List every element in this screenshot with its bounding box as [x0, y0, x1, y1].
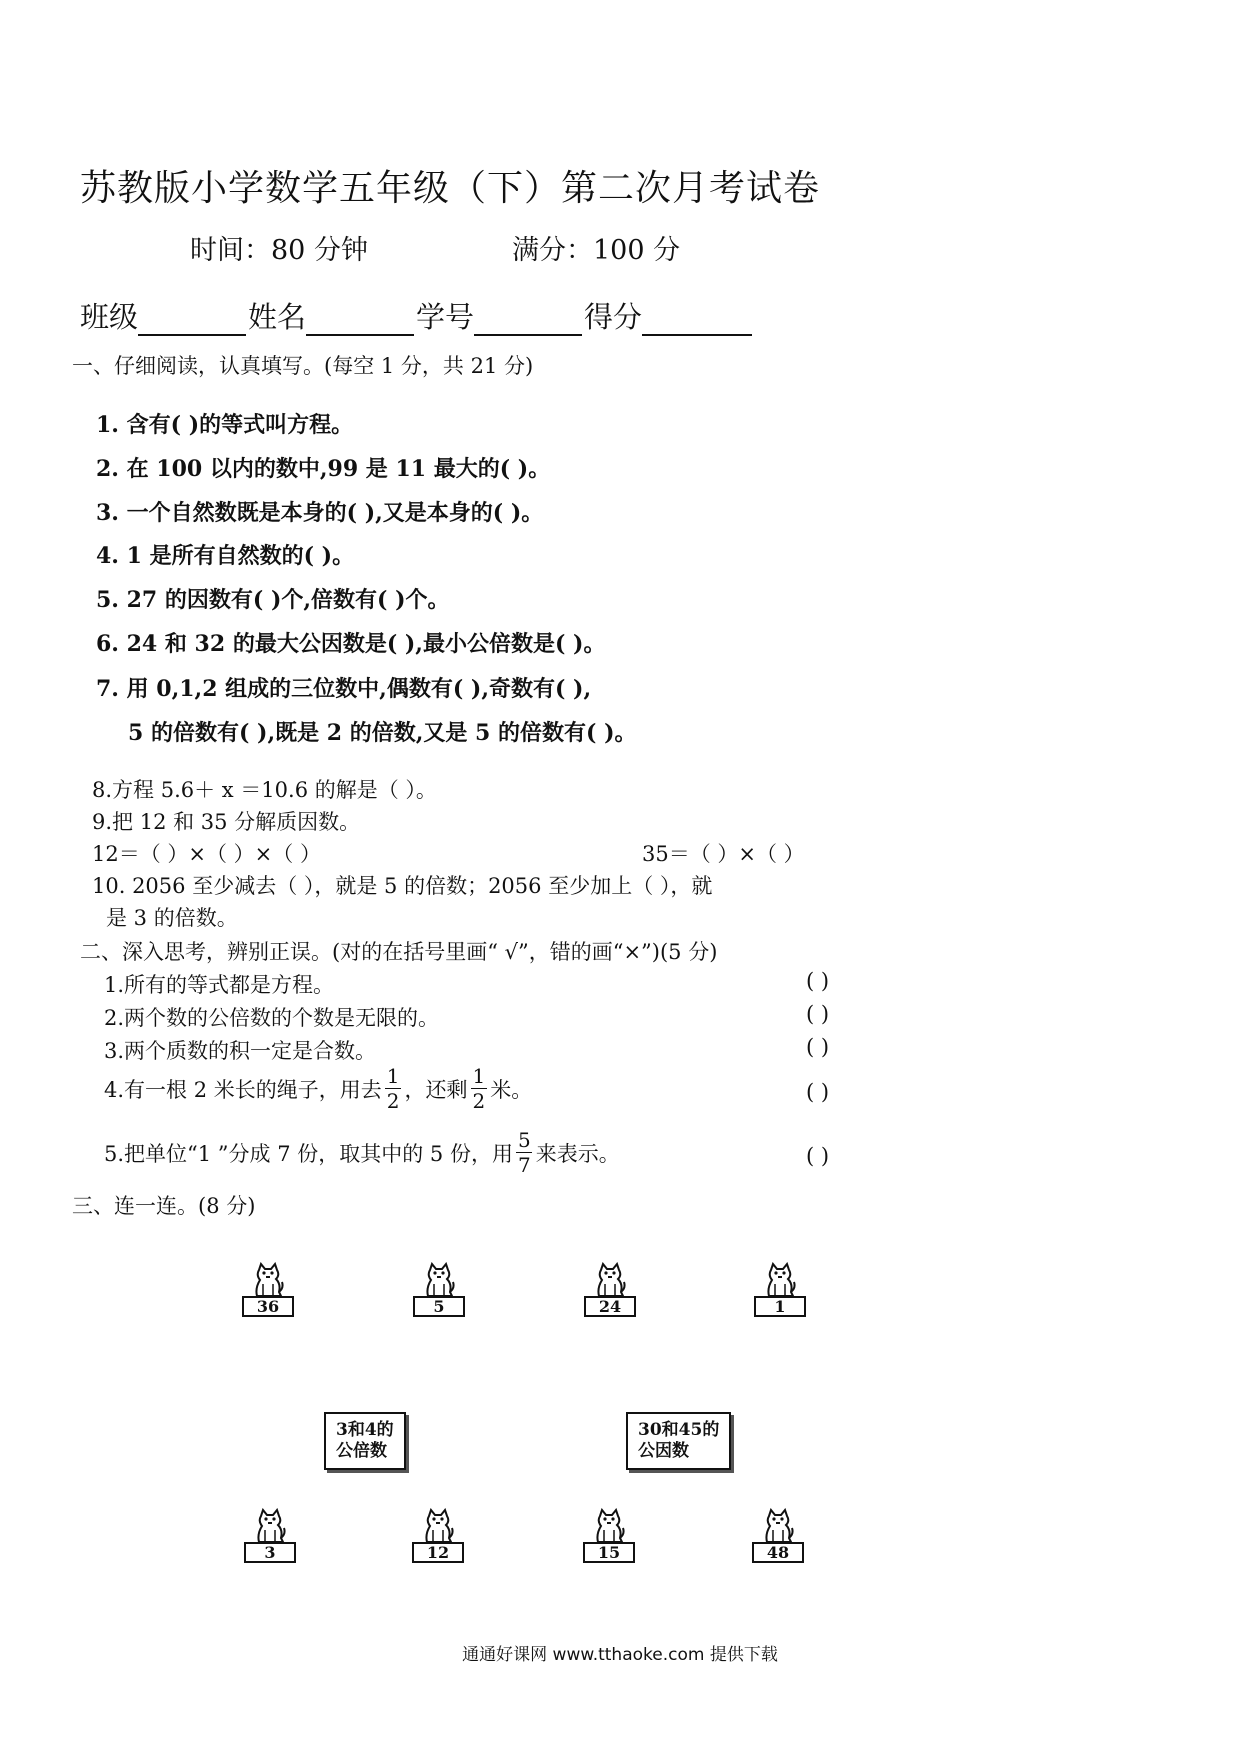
box-common-multiple-3-4[interactable]: 3和4的 公倍数: [324, 1412, 406, 1470]
exam-full-score: 满分：100 分: [512, 235, 681, 266]
judge-item-5: 5.把单位“1 ”分成 7 份，取其中的 5 份，用 $\frac{5}{7}$ 来表示。: [104, 1128, 620, 1177]
student-info-row: [80, 295, 754, 336]
question-1-7a: 7. 用 0,1,2 组成的三位数中,偶数有( ),奇数有( ),: [96, 676, 592, 702]
question-1-5: 5. 27 的因数有( )个,倍数有( )个。: [96, 587, 450, 613]
question-1-7b: 5 的倍数有( ),既是 2 的倍数,又是 5 的倍数有( )。: [128, 720, 637, 746]
cat-card-bottom-3[interactable]: [581, 1508, 637, 1563]
cat-icon: [593, 1262, 627, 1298]
cat-number: 3: [244, 1542, 296, 1563]
cat-card-top-2[interactable]: [411, 1262, 467, 1317]
cat-number: 1: [754, 1296, 806, 1317]
cat-number: 36: [242, 1296, 294, 1317]
box-common-factor-30-45[interactable]: 30和45的 公因数: [626, 1412, 731, 1470]
cat-icon: [761, 1508, 795, 1544]
class-field[interactable]: 班级: [80, 295, 248, 336]
cat-number: 24: [584, 1296, 636, 1317]
judge-item-3: 3.两个质数的积一定是合数。: [104, 1039, 377, 1063]
question-1-4: 4. 1 是所有自然数的( )。: [96, 543, 355, 569]
section2-heading: 二、深入思考，辨别正误。(对的在括号里画“ √”，错的画“×”)(5 分): [80, 940, 718, 964]
cat-card-top-1[interactable]: [240, 1262, 296, 1317]
question-1-6: 6. 24 和 32 的最大公因数是( ),最小公倍数是( )。: [96, 631, 606, 657]
question-1-8: 8.方程 5.6＋ x ＝10.6 的解是（ ）。: [92, 778, 437, 802]
question-1-9-twelve: 12＝（ ）×（ ）×（ ）: [92, 842, 321, 866]
judge-answer-2[interactable]: ( ): [806, 1002, 830, 1026]
section3-heading: 三、连一连。(8 分): [72, 1194, 256, 1218]
question-1-9: 9.把 12 和 35 分解质因数。: [92, 810, 361, 834]
judge-item-1: 1.所有的等式都是方程。: [104, 973, 335, 997]
question-1-1: 1. 含有( )的等式叫方程。: [96, 412, 354, 438]
section1-heading: 一、仔细阅读，认真填写。(每空 1 分，共 21 分): [72, 354, 534, 378]
cat-card-bottom-1[interactable]: [242, 1508, 298, 1563]
cat-number: 48: [752, 1542, 804, 1563]
cat-number: 15: [583, 1542, 635, 1563]
cat-card-bottom-2[interactable]: [410, 1508, 466, 1563]
judge-answer-1[interactable]: ( ): [806, 969, 830, 993]
question-1-2: 2. 在 100 以内的数中,99 是 11 最大的( )。: [96, 456, 551, 482]
question-1-10a: 10. 2056 至少减去（ ），就是 5 的倍数；2056 至少加上（ ），就: [92, 874, 713, 898]
name-field[interactable]: 姓名: [248, 295, 416, 336]
page-footer: 通通好课网 www.tthaoke.com 提供下载: [462, 1645, 778, 1665]
judge-answer-3[interactable]: ( ): [806, 1035, 830, 1059]
cat-card-top-4[interactable]: [752, 1262, 808, 1317]
cat-card-bottom-4[interactable]: [750, 1508, 806, 1563]
fraction-five-sevenths: $\frac{5}{7}$: [517, 1128, 531, 1177]
cat-icon: [421, 1508, 455, 1544]
cat-number: 5: [413, 1296, 465, 1317]
question-1-10b: 是 3 的倍数。: [106, 906, 238, 930]
fraction-one-half-remaining: $\frac{1}{2}$: [472, 1064, 486, 1113]
question-1-3: 3. 一个自然数既是本身的( ),又是本身的( )。: [96, 500, 544, 526]
cat-number: 12: [412, 1542, 464, 1563]
question-1-9-thirty-five: 35＝（ ）×（ ）: [642, 842, 805, 866]
student-id-field[interactable]: 学号: [416, 295, 584, 336]
judge-item-4: 4.有一根 2 米长的绳子，用去 $\frac{1}{2}$ ，还剩 $\frac{1}{2}$ 米。: [104, 1064, 533, 1113]
cat-icon: [422, 1262, 456, 1298]
exam-title: 苏教版小学数学五年级（下）第二次月考试卷: [80, 168, 821, 209]
score-field[interactable]: 得分: [584, 295, 754, 336]
fraction-one-half: $\frac{1}{2}$: [386, 1064, 400, 1113]
cat-icon: [592, 1508, 626, 1544]
cat-icon: [251, 1262, 285, 1298]
cat-icon: [763, 1262, 797, 1298]
cat-icon: [253, 1508, 287, 1544]
judge-item-2: 2.两个数的公倍数的个数是无限的。: [104, 1006, 440, 1030]
exam-time: 时间：80 分钟: [190, 235, 368, 266]
judge-answer-4[interactable]: ( ): [806, 1080, 830, 1104]
judge-answer-5[interactable]: ( ): [806, 1144, 830, 1168]
cat-card-top-3[interactable]: [582, 1262, 638, 1317]
